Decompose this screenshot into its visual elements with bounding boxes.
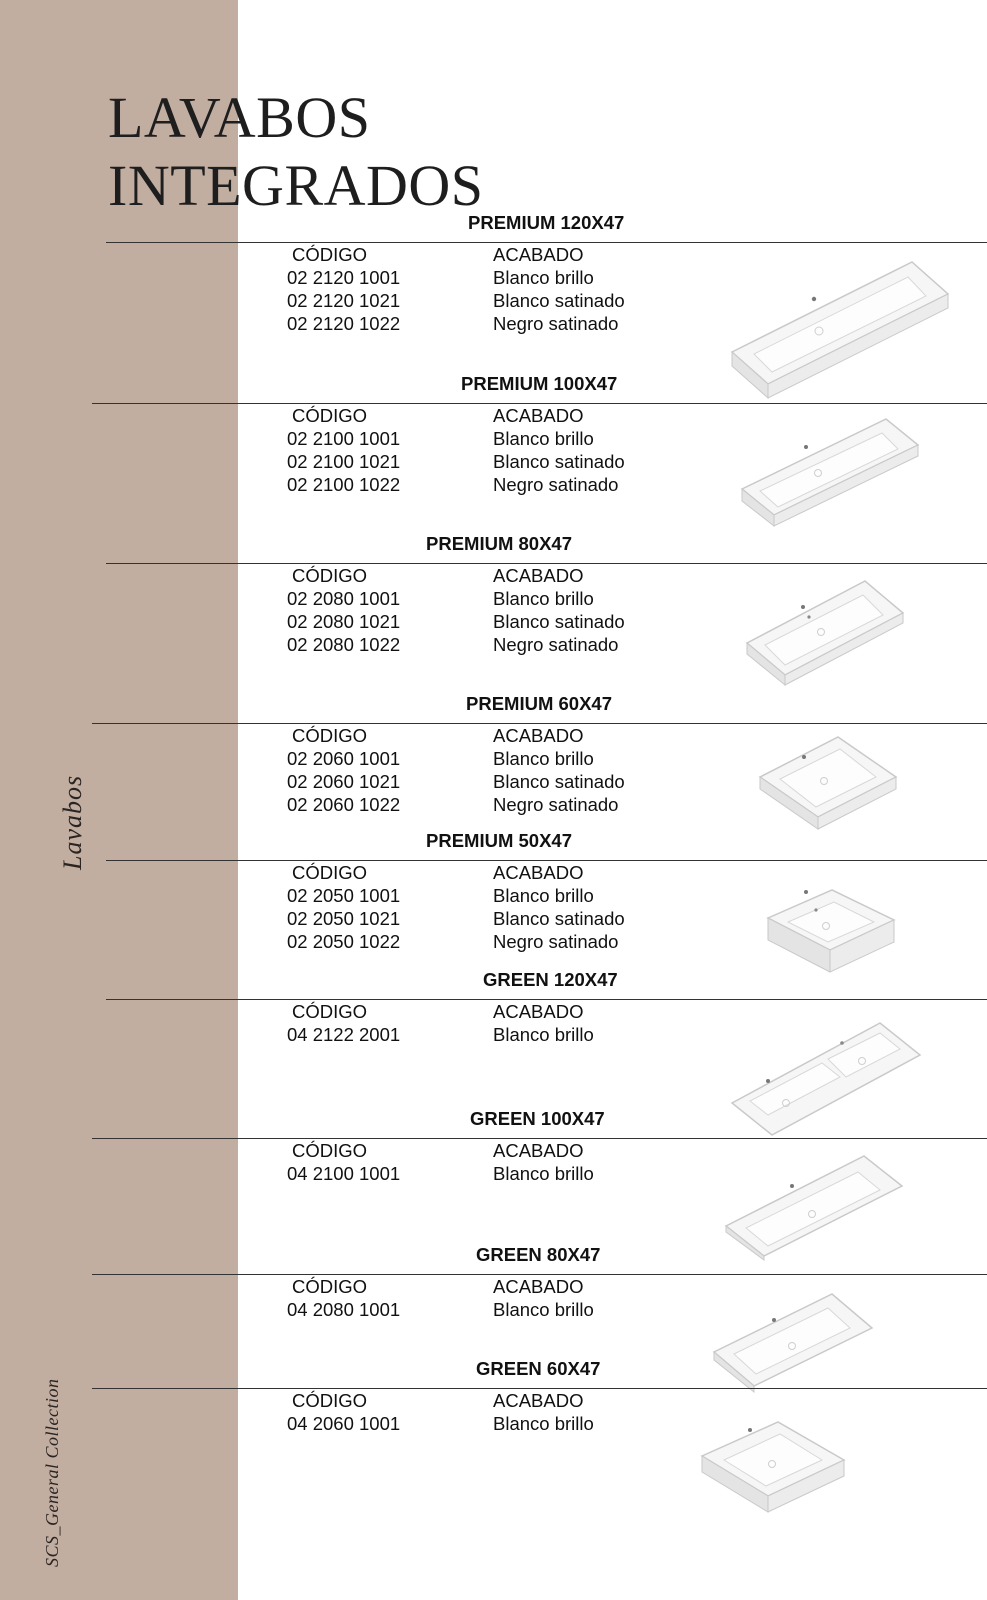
section-divider — [106, 242, 987, 243]
code-cell: 02 2050 1001 — [287, 885, 401, 906]
finish-cell: Negro satinado — [493, 931, 619, 952]
finish-cell: Negro satinado — [493, 474, 619, 495]
finish-cell: Blanco brillo — [493, 1024, 594, 1045]
finish-cell: Blanco brillo — [493, 428, 594, 449]
finish-header: ACABADO — [493, 1140, 584, 1161]
sink-image — [740, 413, 920, 528]
page-title — [108, 84, 484, 220]
section-title: PREMIUM 80X47 — [426, 533, 572, 554]
section-title: GREEN 100X47 — [470, 1108, 605, 1129]
section-divider — [106, 860, 987, 861]
sink-image — [766, 886, 896, 976]
code-cell: 02 2100 1001 — [287, 428, 401, 449]
title-line-2: INTEGRADOS — [108, 153, 484, 218]
finish-cell: Negro satinado — [493, 313, 619, 334]
code-cell: 04 2060 1001 — [287, 1413, 401, 1434]
sink-image — [724, 1152, 904, 1262]
finish-cell: Blanco satinado — [493, 611, 625, 632]
code-cell: 02 2120 1022 — [287, 313, 401, 334]
section-divider — [106, 999, 987, 1000]
code-cell: 02 2060 1001 — [287, 748, 401, 769]
sink-image — [730, 252, 952, 402]
side-collection-label: SCS_General Collection — [42, 1378, 62, 1567]
section-title: PREMIUM 120X47 — [468, 212, 625, 233]
finish-header: ACABADO — [493, 244, 584, 265]
code-cell: 02 2080 1001 — [287, 588, 401, 609]
finish-cell: Blanco satinado — [493, 451, 625, 472]
code-header: CÓDIGO — [292, 1140, 368, 1161]
code-cell: 02 2120 1001 — [287, 267, 401, 288]
code-cell: 02 2100 1021 — [287, 451, 401, 472]
code-header: CÓDIGO — [292, 862, 368, 883]
code-header: CÓDIGO — [292, 725, 368, 746]
code-cell: 02 2050 1022 — [287, 931, 401, 952]
code-cell: 04 2100 1001 — [287, 1163, 401, 1184]
section-divider — [106, 563, 987, 564]
finish-header: ACABADO — [493, 405, 584, 426]
code-header: CÓDIGO — [292, 1001, 368, 1022]
sink-image — [745, 577, 905, 687]
section-title: GREEN 120X47 — [483, 969, 618, 990]
section-divider — [92, 403, 987, 404]
section-title: PREMIUM 50X47 — [426, 830, 572, 851]
finish-cell: Blanco brillo — [493, 1413, 594, 1434]
code-cell: 02 2120 1021 — [287, 290, 401, 311]
code-cell: 04 2080 1001 — [287, 1299, 401, 1320]
finish-cell: Blanco satinado — [493, 290, 625, 311]
finish-header: ACABADO — [493, 1276, 584, 1297]
finish-cell: Blanco brillo — [493, 588, 594, 609]
code-cell: 02 2060 1021 — [287, 771, 401, 792]
finish-cell: Negro satinado — [493, 794, 619, 815]
code-header: CÓDIGO — [292, 1276, 368, 1297]
finish-cell: Blanco brillo — [493, 748, 594, 769]
section-title: PREMIUM 60X47 — [466, 693, 612, 714]
code-cell: 02 2060 1022 — [287, 794, 401, 815]
sidebar-band — [0, 0, 238, 1600]
section-title: GREEN 60X47 — [476, 1358, 601, 1379]
finish-header: ACABADO — [493, 1390, 584, 1411]
code-header: CÓDIGO — [292, 565, 368, 586]
code-header: CÓDIGO — [292, 244, 368, 265]
finish-cell: Blanco brillo — [493, 1299, 594, 1320]
code-cell: 02 2050 1021 — [287, 908, 401, 929]
finish-cell: Negro satinado — [493, 634, 619, 655]
finish-header: ACABADO — [493, 565, 584, 586]
finish-cell: Blanco brillo — [493, 1163, 594, 1184]
title-line-1: LAVABOS — [108, 85, 371, 150]
code-cell: 02 2080 1022 — [287, 634, 401, 655]
code-header: CÓDIGO — [292, 405, 368, 426]
section-divider — [92, 723, 987, 724]
finish-cell: Blanco satinado — [493, 908, 625, 929]
finish-cell: Blanco satinado — [493, 771, 625, 792]
section-divider — [92, 1388, 987, 1389]
sink-image — [700, 1418, 846, 1516]
finish-cell: Blanco brillo — [493, 267, 594, 288]
code-cell: 02 2100 1022 — [287, 474, 401, 495]
code-cell: 02 2080 1021 — [287, 611, 401, 632]
code-header: CÓDIGO — [292, 1390, 368, 1411]
section-title: GREEN 80X47 — [476, 1244, 601, 1265]
sink-image — [712, 1290, 874, 1394]
finish-header: ACABADO — [493, 1001, 584, 1022]
sink-image — [730, 1019, 922, 1139]
finish-cell: Blanco brillo — [493, 885, 594, 906]
side-label: Lavabos — [58, 774, 87, 870]
finish-header: ACABADO — [493, 862, 584, 883]
section-divider — [92, 1274, 987, 1275]
sink-image — [758, 733, 898, 833]
section-title: PREMIUM 100X47 — [461, 373, 618, 394]
section-divider — [92, 1138, 987, 1139]
code-cell: 04 2122 2001 — [287, 1024, 401, 1045]
finish-header: ACABADO — [493, 725, 584, 746]
